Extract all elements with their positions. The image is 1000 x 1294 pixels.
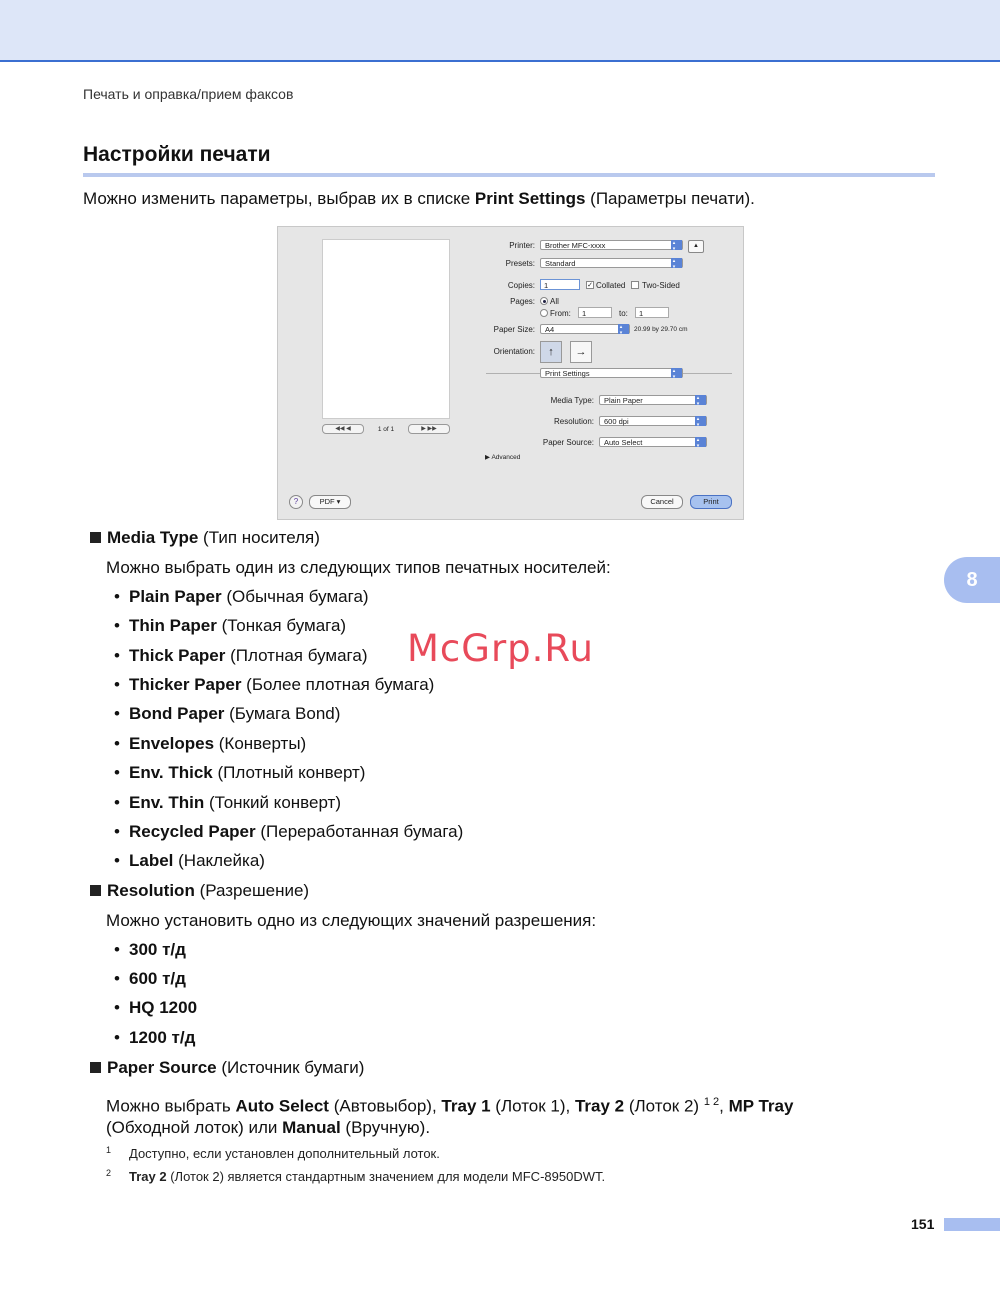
paper-size-select[interactable]: A4 ▴▾ <box>540 324 630 334</box>
pdf-button[interactable]: PDF ▾ <box>309 495 351 509</box>
item-bold: 300 т/д <box>129 940 186 959</box>
from-input[interactable]: 1 <box>578 307 612 318</box>
list-item: • Bond Paper (Бумага Bond) <box>114 704 341 723</box>
list-item: • HQ 1200 <box>114 998 198 1017</box>
list-item: • Env. Thick (Плотный конверт) <box>114 763 366 782</box>
prev-page-button[interactable]: ◀◀ ◀ <box>322 424 364 434</box>
intro-bold: Print Settings <box>474 189 586 208</box>
ps-bold: MP Tray <box>728 1096 794 1116</box>
to-label: to: <box>619 309 628 318</box>
footnote-number: 2 <box>106 1168 112 1178</box>
resolution-description: Можно установить одно из следующих значений разрешения: <box>106 911 597 930</box>
print-button[interactable]: Print <box>690 495 732 509</box>
list-item: • 300 т/д <box>114 940 186 959</box>
page-number-bar <box>944 1218 1000 1231</box>
paper-source-select[interactable]: Auto Select ▴▾ <box>599 437 707 447</box>
portrait-orientation-icon[interactable]: ↑ <box>540 341 562 363</box>
media-type-heading-bold: Media Type <box>107 528 199 547</box>
item-bold: Label <box>129 851 174 870</box>
pages-from-label: From: <box>550 309 571 318</box>
two-sided-checkbox[interactable] <box>631 281 639 289</box>
media-type-select[interactable]: Plain Paper ▴▾ <box>599 395 707 405</box>
copies-label: Copies: <box>507 281 535 290</box>
breadcrumb: Печать и оправка/прием факсов <box>83 86 294 102</box>
list-item: • Thicker Paper (Более плотная бумага) <box>114 675 435 694</box>
list-item: • 1200 т/д <box>114 1028 196 1047</box>
list-item: • Thick Paper (Плотная бумага) <box>114 646 368 665</box>
item-rest: (Тонкая бумага) <box>216 616 347 635</box>
footnote-bold: Tray 2 <box>129 1169 167 1184</box>
item-bold: Thicker Paper <box>129 675 242 694</box>
ps-bold: Auto Select <box>235 1096 329 1116</box>
printer-label: Printer: <box>509 241 535 250</box>
printer-expand-icon[interactable]: ▲ <box>688 240 704 253</box>
ps-text: (Вручную). <box>340 1117 431 1137</box>
ps-text: (Обходной лоток) или <box>106 1117 283 1137</box>
cancel-button[interactable]: Cancel <box>641 495 683 509</box>
paper-source-label: Paper Source: <box>542 438 594 447</box>
intro-post: (Параметры печати). <box>585 189 755 208</box>
item-bold: Bond Paper <box>129 704 225 723</box>
item-bold: Envelopes <box>129 734 215 753</box>
item-bold: HQ 1200 <box>129 998 198 1017</box>
list-item: • 600 т/д <box>114 969 186 988</box>
item-rest: (Переработанная бумага) <box>255 822 464 841</box>
list-item: • Recycled Paper (Переработанная бумага) <box>114 822 464 841</box>
item-rest: (Тонкий конверт) <box>204 793 341 812</box>
resolution-heading-bold: Resolution <box>107 881 195 900</box>
ps-text: (Лоток 1), <box>490 1096 575 1116</box>
footnote <box>106 1168 605 1184</box>
presets-select[interactable]: Standard ▴▾ <box>540 258 683 268</box>
page-preview <box>322 239 450 419</box>
advanced-disclosure[interactable] <box>485 453 520 461</box>
ps-text: (Лоток 2) <box>624 1096 704 1116</box>
bullet-square-icon <box>90 1062 101 1073</box>
landscape-orientation-icon[interactable]: → <box>570 341 592 363</box>
bullet-square-icon <box>90 885 101 896</box>
paper-source-heading-bold: Paper Source <box>107 1058 217 1077</box>
footnote <box>106 1145 440 1161</box>
ps-text: , <box>719 1096 729 1116</box>
pages-all-label: All <box>550 297 559 306</box>
orientation-label: Orientation: <box>493 347 535 356</box>
item-bold: Recycled Paper <box>129 822 256 841</box>
item-rest: (Конверты) <box>214 734 307 753</box>
media-type-heading-rest: (Тип носителя) <box>198 528 320 547</box>
collated-label: Collated <box>596 281 626 290</box>
ps-bold: Manual <box>282 1117 341 1137</box>
item-rest: (Наклейка) <box>173 851 265 870</box>
item-rest: (Плотная бумага) <box>225 646 368 665</box>
to-input[interactable]: 1 <box>635 307 669 318</box>
watermark: McGrp.Ru <box>407 627 594 670</box>
item-bold: Thin Paper <box>129 616 217 635</box>
list-item: • Envelopes (Конверты) <box>114 734 307 753</box>
resolution-heading-rest: (Разрешение) <box>194 881 310 900</box>
print-dialog <box>277 226 744 520</box>
item-bold: Plain Paper <box>129 587 222 606</box>
chapter-tab[interactable]: 8 <box>944 557 1000 603</box>
footnote-text: (Лоток 2) является стандартным значением для модели MFC-8950DWT. <box>166 1169 606 1184</box>
list-item: • Thin Paper (Тонкая бумага) <box>114 616 347 635</box>
list-item: • Plain Paper (Обычная бумага) <box>114 587 369 606</box>
presets-label: Presets: <box>505 259 535 268</box>
footnote-text: Доступно, если установлен дополнительный лоток. <box>129 1146 440 1161</box>
next-page-button[interactable]: ▶ ▶▶ <box>408 424 450 434</box>
intro-pre: Можно изменить параметры, выбрав их в списке <box>83 189 475 208</box>
footnote-refs: 1 2 <box>703 1096 720 1108</box>
paper-source-description <box>106 1092 886 1138</box>
media-type-description: Можно выбрать один из следующих типов печатных носителей: <box>106 558 611 577</box>
page-number: 151 <box>911 1216 935 1232</box>
list-item: • Label (Наклейка) <box>114 851 265 870</box>
item-bold: 1200 т/д <box>129 1028 196 1047</box>
paper-source-heading-rest: (Источник бумаги) <box>216 1058 365 1077</box>
pages-from-radio[interactable] <box>540 309 548 317</box>
paper-source-heading <box>90 1058 364 1078</box>
disclosure-triangle-icon: ▶ <box>485 454 490 461</box>
intro-text <box>83 189 755 209</box>
media-type-heading <box>90 528 320 548</box>
item-rest: (Бумага Bond) <box>224 704 341 723</box>
ps-bold: Tray 1 <box>441 1096 491 1116</box>
paper-size-label: Paper Size: <box>493 325 535 334</box>
page-counter: 1 of 1 <box>377 425 395 433</box>
panel-select[interactable]: Print Settings ▴▾ <box>540 368 683 378</box>
resolution-select[interactable]: 600 dpi ▴▾ <box>599 416 707 426</box>
printer-select[interactable]: Brother MFC-xxxx ▴▾ <box>540 240 683 250</box>
copies-input[interactable]: 1 <box>540 279 580 290</box>
item-rest: (Более плотная бумага) <box>241 675 435 694</box>
item-bold: 600 т/д <box>129 969 186 988</box>
paper-dimensions: 20.99 by 29.70 cm <box>634 326 688 333</box>
ps-text: Можно выбрать <box>106 1096 236 1116</box>
item-rest: (Плотный конверт) <box>212 763 366 782</box>
help-icon[interactable]: ? <box>289 495 303 509</box>
advanced-label: Advanced <box>491 454 521 461</box>
media-type-label: Media Type: <box>550 396 594 405</box>
footnote-number: 1 <box>106 1145 112 1155</box>
item-bold: Env. Thin <box>129 793 205 812</box>
item-rest: (Обычная бумага) <box>221 587 369 606</box>
ps-text: (Автовыбор), <box>328 1096 442 1116</box>
header-band <box>0 0 1000 62</box>
page-title: Настройки печати <box>83 143 271 166</box>
resolution-heading <box>90 881 309 901</box>
preview-pager <box>322 423 450 435</box>
item-bold: Thick Paper <box>129 646 226 665</box>
bullet-square-icon <box>90 532 101 543</box>
two-sided-label: Two-Sided <box>642 281 680 290</box>
ps-bold: Tray 2 <box>574 1096 625 1116</box>
title-divider <box>83 173 935 177</box>
pages-all-radio[interactable] <box>540 297 548 305</box>
resolution-label: Resolution: <box>553 417 594 426</box>
pages-label: Pages: <box>510 297 535 306</box>
collated-checkbox[interactable]: ✓ <box>587 282 593 289</box>
list-item: • Env. Thin (Тонкий конверт) <box>114 793 341 812</box>
item-bold: Env. Thick <box>129 763 213 782</box>
